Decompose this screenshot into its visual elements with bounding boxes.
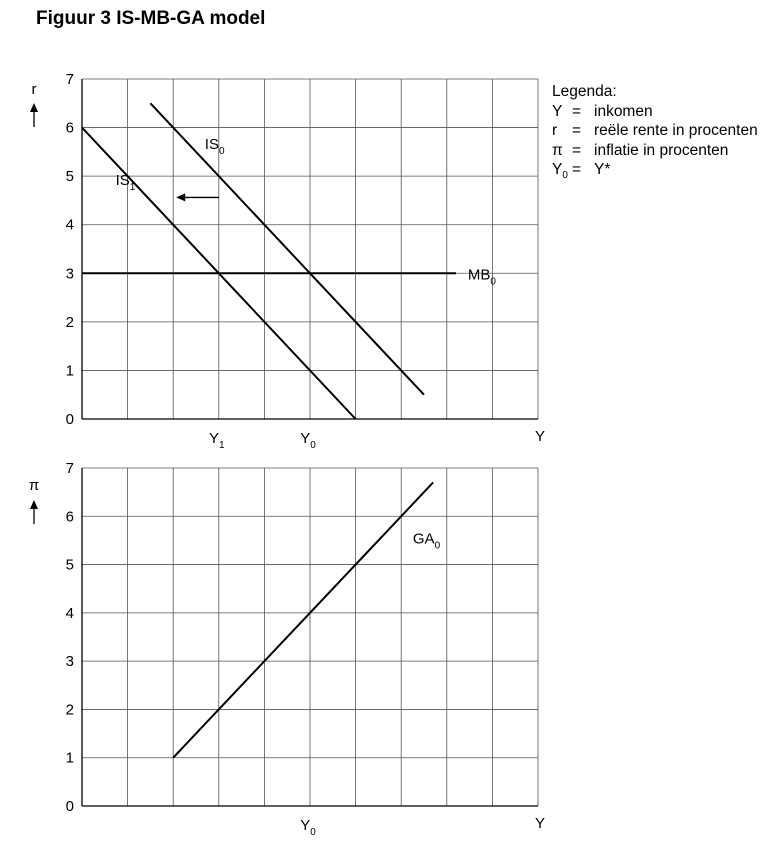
legend-heading: Legenda:	[552, 83, 617, 100]
legend-equals: =	[572, 161, 582, 178]
legend-text: inkomen	[594, 102, 653, 120]
x-axis-label: Y	[534, 815, 546, 832]
y-tick-label: 7	[65, 71, 74, 88]
legend-symbol: r	[552, 122, 558, 139]
x-axis-label: Y	[534, 428, 546, 445]
legend-symbol: $Y_0$	[552, 161, 568, 182]
x-marker-label: $Y_1$	[209, 430, 225, 451]
legend-item	[552, 121, 758, 141]
x-marker-label: $Y_0$	[300, 430, 316, 451]
legend-equals: =	[572, 141, 582, 159]
series-line-is0	[150, 103, 424, 394]
series-label: $MB_0$	[467, 266, 496, 288]
legend-equals: =	[572, 102, 582, 120]
y-tick-label: 6	[65, 508, 74, 526]
legend-text: inflatie in procenten	[594, 141, 729, 159]
y-tick-label: 3	[65, 653, 74, 671]
figure-title: Figuur 3 IS-MB-GA model	[36, 8, 266, 29]
legend-item	[552, 141, 758, 161]
y-tick-label: 4	[65, 216, 74, 234]
y-tick-label: 1	[65, 362, 74, 380]
ga-panel	[29, 460, 545, 838]
legend-item	[552, 160, 758, 186]
y-tick-label: 0	[65, 411, 74, 428]
series-line-ga0	[173, 482, 433, 757]
series-label: $IS_0$	[204, 136, 225, 157]
y-tick-label: 7	[65, 460, 74, 477]
y-tick-label: 3	[65, 265, 74, 283]
x-marker-label: $Y_0$	[300, 817, 316, 838]
y-tick-label: 2	[65, 313, 74, 331]
series-label: $IS_1$	[115, 172, 136, 193]
legend-symbol-subscript: 0	[562, 170, 568, 182]
up-arrow-icon	[30, 103, 38, 112]
y-axis-label: π	[28, 477, 40, 494]
left-arrow-icon	[176, 193, 185, 201]
legend-symbol: Y	[552, 102, 563, 120]
legend-symbol: π	[552, 141, 563, 159]
legend-text: Y*	[594, 161, 611, 178]
series-label: $GA_0$	[412, 530, 441, 552]
legend	[552, 82, 758, 186]
y-tick-label: 2	[65, 701, 74, 719]
legend-text: reële rente in procenten	[594, 122, 758, 139]
up-arrow-icon	[30, 500, 38, 509]
legend-item	[552, 102, 758, 122]
legend-items	[552, 102, 758, 186]
y-tick-label: 6	[65, 119, 74, 137]
y-tick-label: 4	[65, 604, 74, 622]
is-mb-panel	[30, 71, 545, 451]
legend-equals: =	[572, 122, 582, 139]
y-tick-label: 5	[65, 556, 74, 574]
y-tick-label: 5	[65, 168, 74, 186]
y-tick-label: 0	[65, 798, 74, 815]
y-tick-label: 1	[65, 749, 74, 767]
y-axis-label: r	[31, 81, 37, 98]
